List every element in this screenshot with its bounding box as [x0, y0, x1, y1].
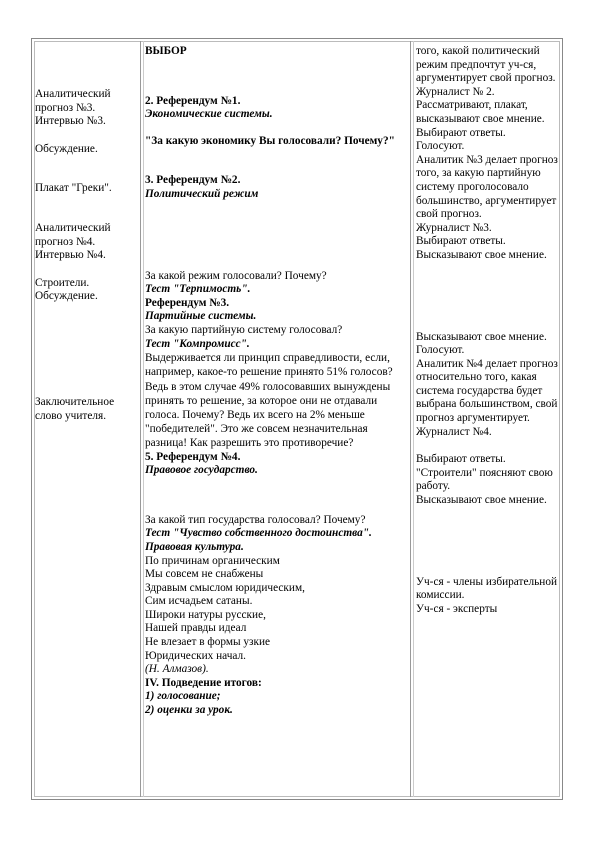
summary-item-voting: 1) голосование;: [145, 690, 221, 703]
referendum2-question: За какой режим голосовали? Почему?: [145, 269, 327, 282]
right-journalist4: Журналист №4.: [416, 425, 492, 438]
referendum3-question: За какую партийную систему голосовал?: [145, 323, 343, 336]
referendum2-subtitle: Политический режим: [145, 187, 259, 200]
summary-heading: IV. Подведение итогов:: [145, 676, 262, 689]
poem-author: (Н. Алмазов).: [145, 663, 209, 676]
referendum3-subtitle: Партийные системы.: [145, 310, 257, 323]
referendum4-subtitle: Правовое государство.: [145, 464, 258, 477]
justice-paragraph: Выдерживается ли принцип справедливости, если, например, какое-то решение принято 51% голосов? Ведь в этом случае 49% голосовавших вынуждены принять то решение, за которое они не отдавали голоса. Почему? Ведь их всего на 2% меньше "победителей". Это же совсем незначительная разница! Как разрешить это противоречие?: [145, 352, 393, 450]
right-commission: Уч-ся - члены избирательной комиссии.: [416, 575, 558, 602]
left-item-poster: Плакат "Греки".: [35, 182, 112, 195]
test-compromise: Тест "Компромисс".: [145, 337, 250, 350]
referendum1-heading: 2. Референдум №1.: [145, 94, 241, 107]
right-column: [416, 38, 558, 616]
poem-line: Не влезает в формы узкие: [145, 636, 271, 649]
right-choose-answers: Выбирают ответы.: [416, 126, 506, 139]
legal-culture-heading: Правовая культура.: [145, 540, 244, 553]
poem-line: По причинам органическим: [145, 554, 280, 567]
right-journalist2: Журналист № 2.: [416, 85, 495, 98]
column-divider: [140, 41, 141, 797]
right-choose-answers-3: Выбирают ответы.: [416, 453, 506, 466]
right-vote-2: Голосуют.: [416, 344, 465, 357]
left-item-builders: Строители.: [35, 276, 90, 289]
right-opinion-2: Высказывают свое мнение.: [416, 330, 547, 343]
referendum2-heading: 3. Референдум №2.: [145, 174, 241, 187]
left-item-forecast3: Аналитический прогноз №3.: [35, 88, 111, 114]
left-item-interview4: Интервью №4.: [35, 249, 106, 262]
poem-line: Широки натуры русские,: [145, 608, 266, 621]
referendum4-question: За какой тип государства голосовал? Почему?: [145, 513, 366, 526]
right-vote: Голосуют.: [416, 140, 465, 153]
right-builders-explain: "Строители" поясняют свою работу.: [416, 466, 553, 493]
left-item-final-word: Заключительное слово учителя.: [35, 395, 115, 422]
test-tolerance: Тест "Терпимость".: [145, 283, 251, 296]
right-poster-discussion: Рассматривают, плакат, высказывают свое мнение.: [416, 99, 545, 125]
summary-item-grades: 2) оценки за урок.: [145, 704, 233, 717]
column-divider: [410, 41, 411, 797]
section-title: ВЫБОР: [145, 45, 187, 57]
poem-line: Нашей правды идеал: [145, 622, 247, 635]
left-item-interview3: Интервью №3.: [35, 115, 106, 128]
poem-line: Сим исчадьем сатаны.: [145, 595, 253, 608]
referendum4-heading: 5. Референдум №4.: [145, 450, 241, 463]
referendum1-subtitle: Экономические системы.: [145, 108, 273, 121]
referendum3-heading: Референдум №3.: [145, 296, 230, 309]
right-experts: Уч-ся - эксперты: [416, 602, 498, 615]
test-dignity: Тест "Чувство собственного достоинства".: [145, 527, 372, 540]
left-item-discussion2: Обсуждение.: [35, 290, 98, 303]
right-opinion-3: Высказывают свое мнение.: [416, 494, 547, 507]
poem-line: Здравым смыслом юридическим,: [145, 581, 305, 594]
right-journalist3: Журналист №3.: [416, 221, 492, 234]
middle-column: [145, 38, 410, 718]
right-opinion: Высказывают свое мнение.: [416, 248, 547, 261]
left-item-discussion: Обсуждение.: [35, 142, 98, 155]
referendum1-question: "За какую экономику Вы голосовали? Почему?": [145, 134, 395, 147]
poem-line: Юридических начал.: [145, 649, 246, 662]
right-choose-answers-2: Выбирают ответы.: [416, 235, 506, 248]
right-analyst3: Аналитик №3 делает прогноз того, за какую партийную систему проголосовало большинство, аргументирует свой прогноз.: [416, 153, 558, 221]
poem-line: Мы совсем не снабжены: [145, 568, 264, 581]
left-column: [35, 38, 140, 423]
right-analyst4: Аналитик №4 делает прогноз относительно того, какая система государства будет выбрана большинством, свой прогноз аргументирует.: [416, 357, 558, 425]
left-item-forecast4: Аналитический прогноз №4.: [35, 221, 111, 248]
right-forecast2-continued: того, какой политический режим предпочтут уч-ся, аргументирует свой прогноз.: [416, 45, 556, 85]
